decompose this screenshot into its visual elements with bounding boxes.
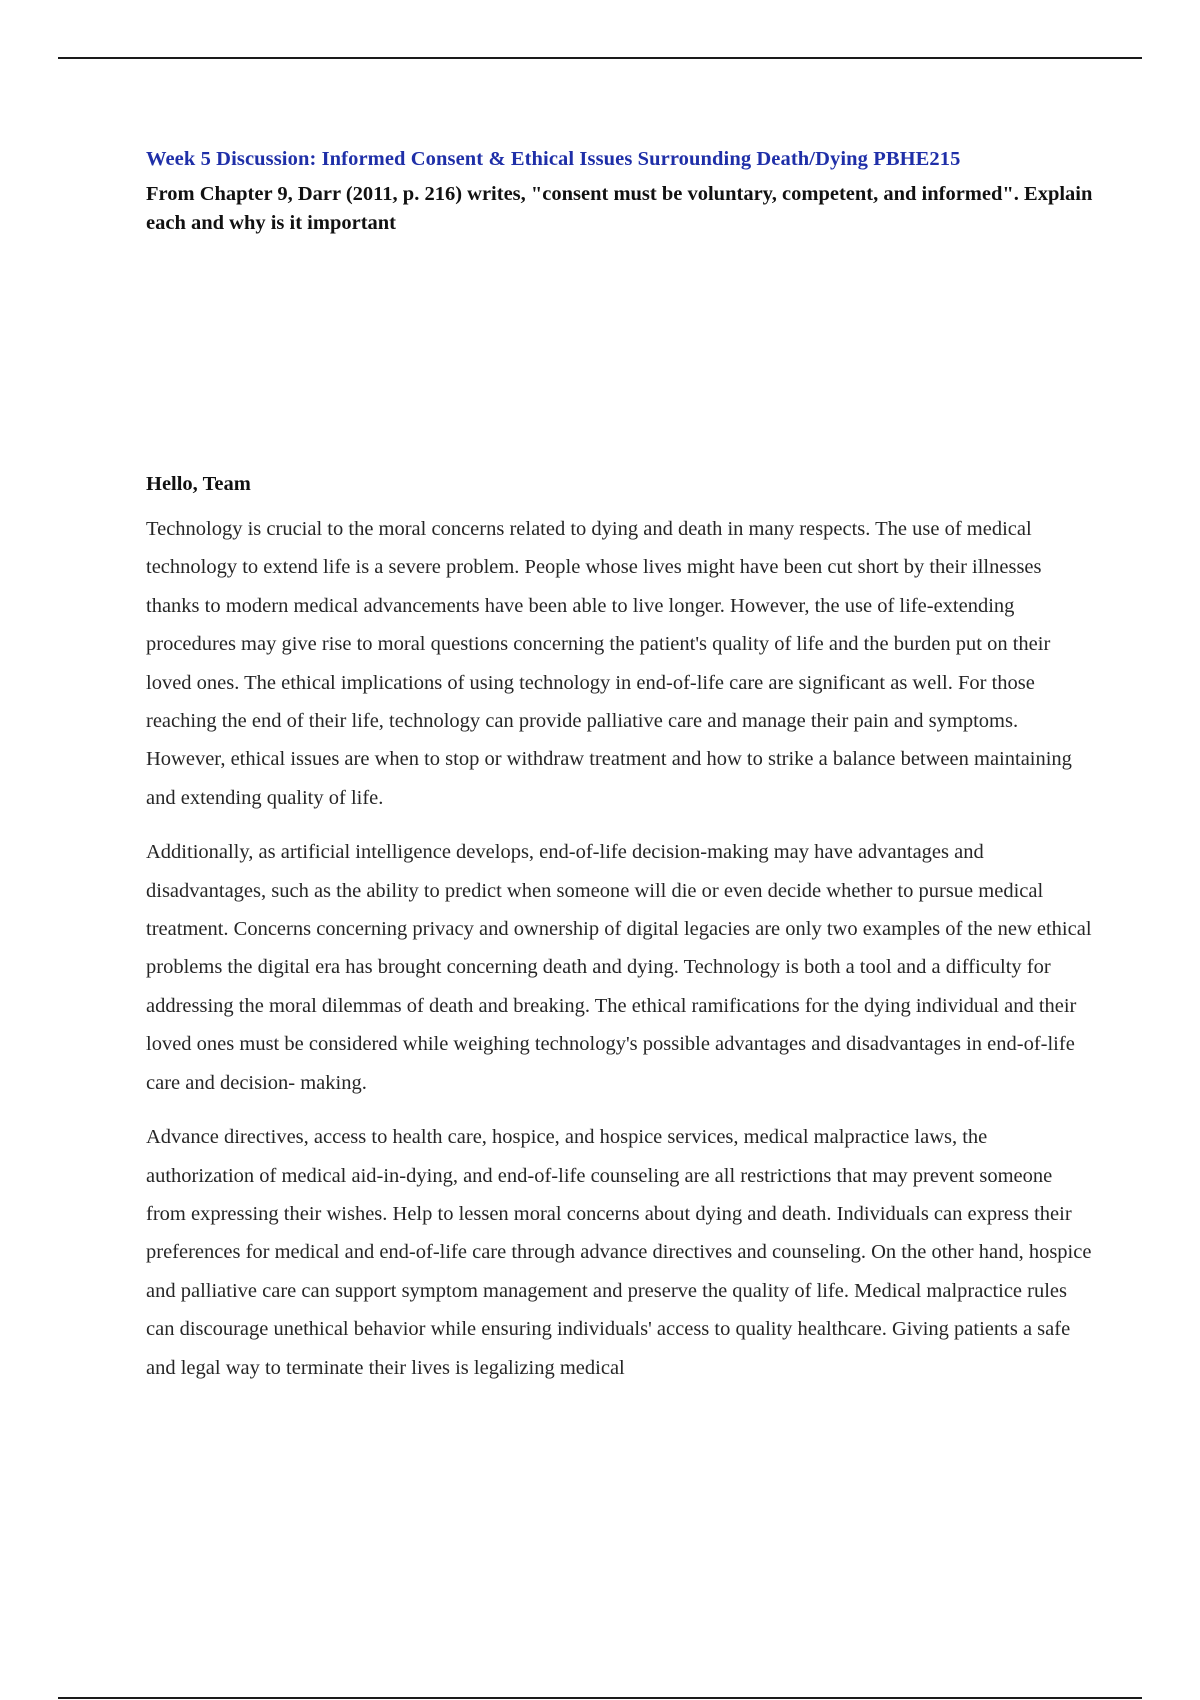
document-body	[146, 140, 1096, 1387]
greeting: Hello, Team	[146, 473, 251, 495]
body-paragraph-1: Technology is crucial to the moral concerns related to dying and death in many respects. The use of medical technology to extend life is a severe problem. People whose lives might have been cut short by their illnesses thanks to modern medical advancements have been able to live longer. However, the use of life-extending procedures may give rise to moral questions concerning the patient's quality of life and the burden put on their loved ones. The ethical implications of using technology in end-of-life care are significant as well. For those reaching the end of their life, technology can provide palliative care and manage their pain and symptoms. However, ethical issues are when to stop or withdraw treatment and how to strike a balance between maintaining and extending quality of life.	[146, 518, 1072, 809]
body-paragraph-3: Advance directives, access to health care, hospice, and hospice services, medical malpractice laws, the authorization of medical aid-in-dying, and end-of-life counseling are all restrictions that may prevent someone from expressing their wishes. Help to lessen moral concerns about dying and death. Individuals can express their preferences for medical and end-of-life care through advance directives and counseling. On the other hand, hospice and palliative care can support symptom management and preserve the quality of life. Medical malpractice rules can discourage unethical behavior while ensuring individuals' access to quality healthcare. Giving patients a safe and legal way to terminate their lives is legalizing medical	[146, 1126, 1092, 1379]
document-title: Week 5 Discussion: Informed Consent & Ethical Issues Surrounding Death/Dying PBHE215	[146, 148, 961, 170]
footer-rule	[58, 1697, 1142, 1699]
header-rule	[58, 57, 1142, 59]
discussion-prompt: From Chapter 9, Darr (2011, p. 216) writes, "consent must be voluntary, competent, and informed". Explain each and why is it important	[146, 183, 1093, 234]
body-paragraph-2: Additionally, as artificial intelligence develops, end-of-life decision-making may have advantages and disadvantages, such as the ability to predict when someone will die or even decide whether to pursue medical treatment. Concerns concerning privacy and ownership of digital legacies are only two examples of the new ethical problems the digital era has brought concerning death and dying. Technology is both a tool and a difficulty for addressing the moral dilemmas of death and breaking. The ethical ramifications for the dying individual and their loved ones must be considered while weighing technology's possible advantages and disadvantages in end-of-life care and decision- making.	[146, 841, 1092, 1094]
